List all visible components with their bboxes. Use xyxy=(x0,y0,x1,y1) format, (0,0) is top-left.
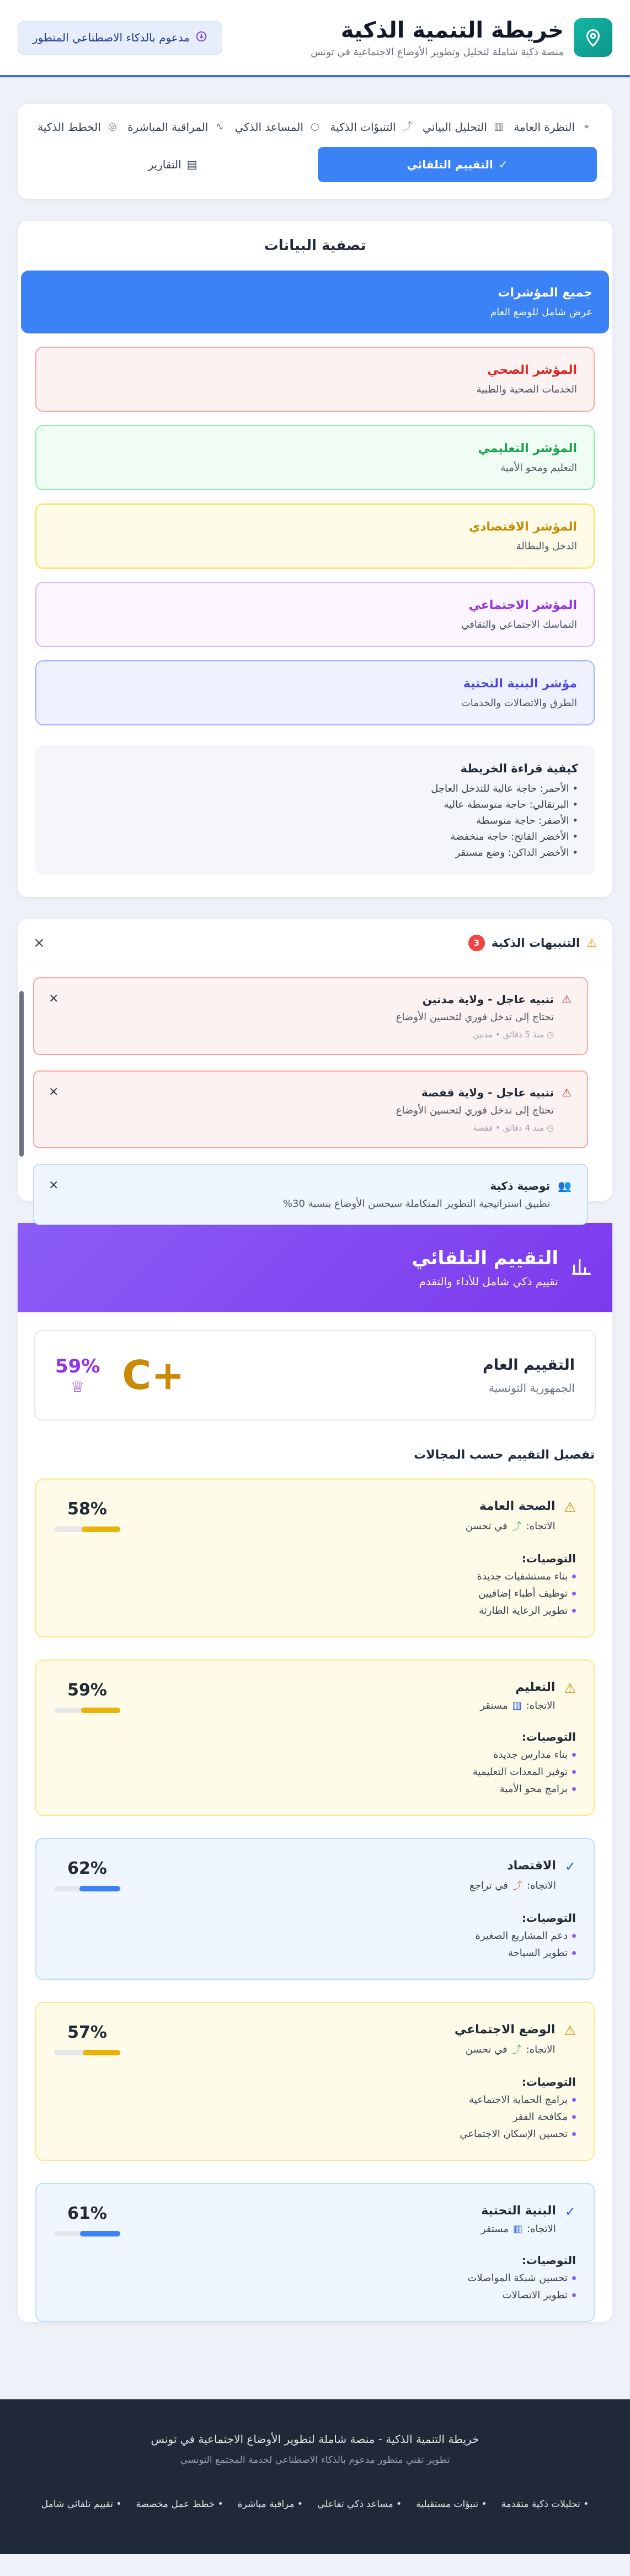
footer-link[interactable]: • تحليلات ذكية متقدمة xyxy=(501,2499,589,2510)
alerts-list xyxy=(18,967,612,1225)
domain-card xyxy=(35,1838,595,1980)
warning-icon: ⚠ xyxy=(562,993,572,1006)
alert-place: قفصة xyxy=(473,1123,493,1133)
domain-percentage: 59% xyxy=(67,1681,107,1700)
alert-description: تطبيق استراتيجية التطوير المتكاملة سيحسن الأوضاع بنسبة 30% xyxy=(282,1198,551,1210)
footer-link[interactable]: • تقييم تلقائي شامل xyxy=(41,2499,122,2510)
alert-content xyxy=(50,1179,572,1210)
filter-card xyxy=(18,221,612,897)
domain-header xyxy=(120,1499,576,1533)
tab-label: التحليل البياني xyxy=(423,120,487,134)
alert-title: تنبيه عاجل - ولاية مدنين xyxy=(422,993,554,1006)
domain-trend xyxy=(480,1700,555,1711)
footer-title: خريطة التنمية الذكية - منصة شاملة لتطوير الأوضاع الاجتماعية في تونس xyxy=(151,2432,479,2446)
recommendations-list xyxy=(120,1571,576,1616)
bar-chart-icon xyxy=(570,1255,592,1280)
separator: • xyxy=(493,1030,503,1040)
trend-icon: ▥ xyxy=(512,1700,522,1711)
evaluation-header xyxy=(18,1223,612,1312)
tab-reports[interactable] xyxy=(33,147,312,182)
alert-content xyxy=(50,993,572,1040)
recommendations-list xyxy=(120,2272,576,2301)
recommendations-title: التوصيات: xyxy=(521,1730,576,1743)
trend-label: الاتجاه: xyxy=(526,2043,556,2055)
overall-evaluation xyxy=(34,1330,596,1420)
users-icon: 👥 xyxy=(558,1179,572,1192)
map-pin-logo-icon xyxy=(574,18,612,57)
domain-percentage: 62% xyxy=(67,1859,107,1878)
trend-value: مستقر xyxy=(480,1700,508,1711)
trend-value: في تحسن xyxy=(465,1520,508,1532)
footer-link[interactable]: • خطط عمل مخصصة xyxy=(136,2499,223,2510)
activity-icon: ∿ xyxy=(215,121,224,133)
domain-header xyxy=(120,1681,576,1711)
separator: • xyxy=(493,1123,503,1133)
recommendation-item: برامج الحماية الاجتماعية xyxy=(120,2094,576,2106)
trend-label: الاتجاه: xyxy=(527,2223,556,2235)
alert-description: تحتاج إلى تدخل فوري لتحسين الأوضاع xyxy=(396,1105,554,1116)
recommendation-item: دعم المشاريع الصغيرة xyxy=(120,1930,576,1942)
domain-info xyxy=(480,1681,555,1711)
check-circle-icon: ✓ xyxy=(564,2204,576,2219)
overall-subtitle: الجمهورية التونسية xyxy=(488,1381,575,1395)
recommendation-item: تطوير الرعاية الطارئة xyxy=(120,1605,576,1616)
trend-value: في تراجع xyxy=(469,1879,509,1891)
progress-bar xyxy=(54,1526,120,1532)
grade-letter: C+ xyxy=(122,1352,185,1398)
alert-body xyxy=(396,1086,554,1133)
tab-label: المراقبة المباشرة xyxy=(127,120,209,134)
domain-name: الصحة العامة xyxy=(479,1499,556,1513)
recommendation-item: بناء مستشفيات جديدة xyxy=(120,1571,576,1582)
alert-time: منذ 4 دقائق xyxy=(503,1123,544,1133)
recommendation-item: برامج محو الأمية xyxy=(120,1783,576,1795)
progress-fill xyxy=(80,2231,120,2236)
app-subtitle: منصة ذكية شاملة لتحليل وتطوير الأوضاع الاجتماعية في تونس xyxy=(311,46,564,58)
footer-links xyxy=(22,2499,608,2510)
filter-all-indicators[interactable] xyxy=(21,271,609,333)
domain-score xyxy=(54,1499,120,1616)
alerts-count-badge: 3 xyxy=(468,935,485,951)
domains-section-title: تفصيل التقييم حسب المجالات xyxy=(414,1448,595,1462)
recommendation-item: توظيف أطباء إضافيين xyxy=(120,1588,576,1599)
recommendations-title: التوصيات: xyxy=(521,1552,576,1565)
trend-icon: ⤴ xyxy=(402,121,413,133)
map-pin-icon: ⌖ xyxy=(583,121,590,133)
filter-item[interactable] xyxy=(35,347,595,412)
filter-all-subtitle: عرض شامل للوضع العام xyxy=(490,306,592,318)
trend-label: الاتجاه: xyxy=(526,1700,556,1711)
trend-value: مستقر xyxy=(480,2223,509,2235)
warning-icon: ⚠ xyxy=(564,1499,576,1515)
warning-icon: ⚠ xyxy=(564,1681,576,1696)
award-icon: ♕ xyxy=(71,1377,85,1396)
recommendation-item: تحسين الإسكان الاجتماعي xyxy=(120,2128,576,2140)
close-icon[interactable]: × xyxy=(33,935,45,951)
tab-bar xyxy=(33,114,597,140)
filter-item[interactable] xyxy=(35,503,595,569)
recommendations-title: التوصيات: xyxy=(521,2254,576,2267)
recommendation-item: تطوير الاتصالات xyxy=(120,2289,576,2301)
tab-label: التقارير xyxy=(148,158,181,171)
footer xyxy=(0,2399,630,2554)
filter-item-title: المؤشر الصحي xyxy=(487,363,577,377)
recommendation-item: مكافحة الفقر xyxy=(120,2111,576,2123)
app-title: خريطة التنمية الذكية xyxy=(340,17,564,43)
evaluation-subtitle: تقييم ذكي شامل للأداء والتقدم xyxy=(419,1275,558,1288)
alert-title: تنبيه عاجل - ولاية قفصة xyxy=(421,1086,554,1099)
alert-body xyxy=(396,993,554,1040)
domain-header xyxy=(120,2204,576,2235)
filter-item-subtitle: الطرق والاتصالات والخدمات xyxy=(461,697,577,709)
tab-monitoring[interactable] xyxy=(123,114,230,140)
domain-card xyxy=(35,2002,595,2161)
evaluation-title: التقييم التلقائي xyxy=(412,1247,558,1269)
trend-label: الاتجاه: xyxy=(526,1520,556,1532)
recommendation-item: بناء مدارس جديدة xyxy=(120,1749,576,1761)
footer-link[interactable]: • تنبؤات مستقبلية xyxy=(416,2499,487,2510)
filter-item-subtitle: الدخل والبطالة xyxy=(516,540,577,552)
alert-content xyxy=(50,1086,572,1133)
legend-item: • الأصفر: حاجة متوسطة xyxy=(476,815,578,826)
recommendations-title: التوصيات: xyxy=(521,1911,576,1925)
progress-bar xyxy=(54,2050,120,2055)
app-header xyxy=(0,0,630,77)
dismiss-alert-icon[interactable]: × xyxy=(49,1178,59,1192)
alert-place: مدنين xyxy=(473,1030,493,1040)
domain-name: الوضع الاجتماعي xyxy=(454,2023,556,2037)
document-icon: ▤ xyxy=(186,158,197,171)
filter-item-title: المؤشر الاجتماعي xyxy=(468,598,577,612)
filter-item[interactable] xyxy=(35,660,595,725)
domain-info xyxy=(481,2204,556,2235)
tab-assistant[interactable] xyxy=(231,114,325,140)
legend-list xyxy=(52,783,578,858)
check-circle-icon: ✓ xyxy=(498,158,508,171)
domain-details xyxy=(120,2204,576,2301)
domain-name: البنية التحتية xyxy=(481,2204,556,2218)
overall-grade xyxy=(55,1352,185,1398)
domain-info xyxy=(469,1859,556,1893)
alert-urgent[interactable] xyxy=(33,1070,588,1148)
domain-header xyxy=(120,2023,576,2056)
recommendations-title: التوصيات: xyxy=(521,2075,576,2089)
trend-label: الاتجاه: xyxy=(527,1879,556,1891)
ai-badge xyxy=(18,21,222,55)
trend-icon: ⤴ xyxy=(512,1880,523,1892)
domain-trend xyxy=(455,2042,556,2056)
domain-percentage: 58% xyxy=(67,1499,107,1519)
filter-item[interactable] xyxy=(35,425,595,490)
legend-item: • الأحمر: حاجة عالية للتدخل العاجل xyxy=(431,783,578,794)
trend-value: في تحسن xyxy=(465,2043,508,2055)
domain-percentage: 61% xyxy=(67,2204,107,2223)
alert-body xyxy=(283,1179,550,1210)
check-circle-icon: ✓ xyxy=(564,1859,576,1874)
chat-icon: ○ xyxy=(311,121,319,133)
tab-overview[interactable] xyxy=(509,114,597,140)
filter-title: تصفية البيانات xyxy=(264,237,366,254)
legend-title: كيفية قراءة الخريطة xyxy=(460,762,578,775)
domain-card xyxy=(35,2183,595,2322)
domain-score xyxy=(54,1859,120,1959)
domains-list xyxy=(18,1478,612,2322)
recommendation-item: توفير المعدات التعليمية xyxy=(120,1766,576,1778)
tab-auto-evaluation[interactable] xyxy=(318,147,597,182)
navigation-card xyxy=(18,104,612,199)
recommendations-list xyxy=(120,1749,576,1795)
clock-icon: ◷ xyxy=(544,1030,554,1040)
domain-percentage: 57% xyxy=(67,2023,107,2042)
warning-icon: ⚠ xyxy=(562,1086,572,1099)
domain-details xyxy=(120,2023,576,2140)
progress-fill xyxy=(82,1526,120,1532)
filter-item-subtitle: الخدمات الصحية والطبية xyxy=(476,384,577,395)
tab-label: الخطط الذكية xyxy=(38,120,101,134)
recommendations-list xyxy=(120,2094,576,2140)
domain-header xyxy=(120,1859,576,1893)
footer-link[interactable]: • مساعد ذكي تفاعلي xyxy=(317,2499,402,2510)
domain-trend xyxy=(469,1878,556,1893)
domain-name: التعليم xyxy=(515,1681,556,1694)
warning-icon: ⚠ xyxy=(564,2023,576,2038)
legend-item: • البرتقالي: حاجة متوسطة عالية xyxy=(444,799,578,810)
domain-score xyxy=(54,2204,120,2301)
overall-percentage: 59% xyxy=(55,1355,100,1377)
warning-icon: ⚠ xyxy=(586,936,597,950)
alert-urgent[interactable] xyxy=(33,977,588,1055)
dismiss-alert-icon[interactable]: × xyxy=(49,992,59,1005)
legend-item: • الأخضر الفاتح: حاجة منخفضة xyxy=(450,831,578,842)
progress-fill xyxy=(81,1708,120,1713)
progress-bar xyxy=(54,2231,120,2236)
filter-item-title: المؤشر التعليمي xyxy=(478,442,577,455)
alert-description: تحتاج إلى تدخل فوري لتحسين الأوضاع xyxy=(396,1011,554,1023)
bar-chart-icon: ▥ xyxy=(494,121,504,133)
domain-info xyxy=(466,1499,556,1533)
filter-item-subtitle: التعليم ومحو الأمية xyxy=(500,462,577,474)
domain-score xyxy=(54,2023,120,2140)
domain-trend xyxy=(466,1519,556,1533)
tab-label: التنبؤات الذكية xyxy=(330,120,396,134)
alert-meta xyxy=(396,1123,554,1133)
recommendations-list xyxy=(120,1930,576,1959)
alerts-title-group xyxy=(468,935,597,951)
progress-bar xyxy=(54,1708,120,1713)
alert-recommendation[interactable] xyxy=(33,1164,588,1225)
progress-fill xyxy=(83,2050,120,2055)
domain-card xyxy=(35,1478,595,1637)
brand xyxy=(311,18,612,58)
dismiss-alert-icon[interactable]: × xyxy=(49,1085,59,1099)
filter-item-title: المؤشر الاقتصادي xyxy=(468,520,577,534)
alerts-header xyxy=(18,919,612,967)
progress-fill xyxy=(79,1886,120,1891)
alert-time: منذ 5 دقائق xyxy=(503,1030,544,1040)
domain-score xyxy=(54,1681,120,1795)
domain-name: الاقتصاد xyxy=(507,1859,556,1873)
filter-item-subtitle: التماسك الاجتماعي والثقافي xyxy=(461,619,577,630)
ai-badge-icon xyxy=(195,30,207,45)
tab-plans[interactable] xyxy=(33,114,123,140)
alert-meta xyxy=(396,1030,554,1040)
map-legend xyxy=(35,745,595,875)
legend-item: • الأخضر الداكن: وضع مستقر xyxy=(455,847,578,858)
tab-bar-row2 xyxy=(33,147,597,182)
trend-icon: ⤴ xyxy=(511,2044,522,2056)
tab-label: المساعد الذكي xyxy=(234,120,303,134)
evaluation-card xyxy=(18,1223,612,2322)
tab-label: النظرة العامة xyxy=(514,120,575,134)
domain-card xyxy=(35,1660,595,1816)
recommendation-item: تحسين شبكة المواصلات xyxy=(120,2272,576,2284)
filter-item[interactable] xyxy=(35,582,595,647)
progress-bar xyxy=(54,1886,120,1891)
trend-icon: ⤴ xyxy=(511,1521,522,1533)
footer-subtitle: تطوير تقني متطور مدعوم بالذكاء الاصطناعي لخدمة المجتمع التونسي xyxy=(180,2455,450,2466)
filter-all-title: جميع المؤشرات xyxy=(498,286,592,300)
filter-item-title: مؤشر البنية التحتية xyxy=(463,677,577,691)
trend-icon: ▥ xyxy=(513,2223,523,2235)
alerts-card xyxy=(18,919,612,1210)
ai-badge-label: مدعوم بالذكاء الاصطناعي المتطور xyxy=(33,31,190,44)
clock-icon: ◷ xyxy=(544,1123,554,1133)
domain-details xyxy=(120,1859,576,1959)
domain-trend xyxy=(481,2223,556,2235)
tab-charts[interactable] xyxy=(418,114,509,140)
alerts-title: التنبيهات الذكية xyxy=(491,936,580,950)
filter-list xyxy=(21,347,609,725)
tab-predictions[interactable] xyxy=(325,114,418,140)
domain-info xyxy=(455,2023,556,2056)
recommendation-item: تطوير السياحة xyxy=(120,1947,576,1959)
overall-title: التقييم العام xyxy=(482,1356,575,1374)
domain-details xyxy=(120,1499,576,1616)
alert-title: توصية ذكية xyxy=(490,1179,551,1192)
domain-details xyxy=(120,1681,576,1795)
tab-label: التقييم التلقائي xyxy=(407,158,493,171)
footer-link[interactable]: • مراقبة مباشرة xyxy=(237,2499,303,2510)
target-icon: ◎ xyxy=(108,121,117,133)
